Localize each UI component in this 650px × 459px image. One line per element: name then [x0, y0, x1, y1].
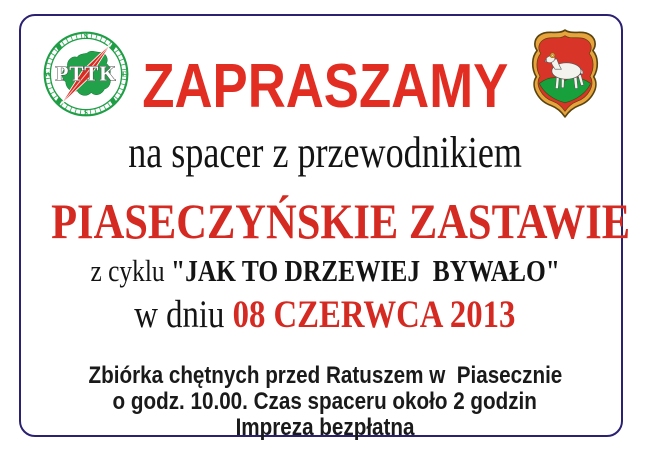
date-value: 08 CZERWCA 2013: [232, 293, 516, 336]
compass-letter-n: N: [83, 32, 89, 41]
details-line-1: [0, 363, 650, 389]
pttk-wordmark: PTTK: [55, 61, 117, 86]
date-text: [134, 292, 515, 338]
compass-letter-e: E: [121, 70, 127, 79]
details-line-3: [0, 415, 650, 441]
subtitle: [0, 127, 650, 179]
details-line-1-text: Zbiórka chętnych przed Ratuszem w Piasecznie: [88, 362, 562, 389]
series-prefix: z cyklu: [90, 253, 171, 288]
details-block: [0, 363, 650, 441]
headline-text: ZAPRASZAMY: [142, 52, 508, 121]
series-line: [0, 252, 650, 289]
compass-letter-s: S: [84, 108, 88, 117]
compass-letter-w: W: [44, 70, 52, 79]
event-title: [0, 194, 650, 248]
date-prefix: w dniu: [134, 293, 233, 336]
headline: [0, 52, 650, 121]
details-line-2: [0, 389, 650, 415]
series-title: "JAK TO DRZEWIEJ BYWAŁO": [170, 253, 560, 288]
series-text: [90, 252, 559, 289]
details-line-3-text: Impreza bezpłatna: [235, 414, 415, 441]
details-line-2-text: o godz. 10.00. Czas spaceru około 2 godzin: [112, 388, 538, 415]
date-line: [0, 292, 650, 338]
event-title-text: PIASECZYŃSKIE ZASTAWIE: [51, 193, 631, 249]
subtitle-text: na spacer z przewodnikiem: [128, 128, 522, 177]
